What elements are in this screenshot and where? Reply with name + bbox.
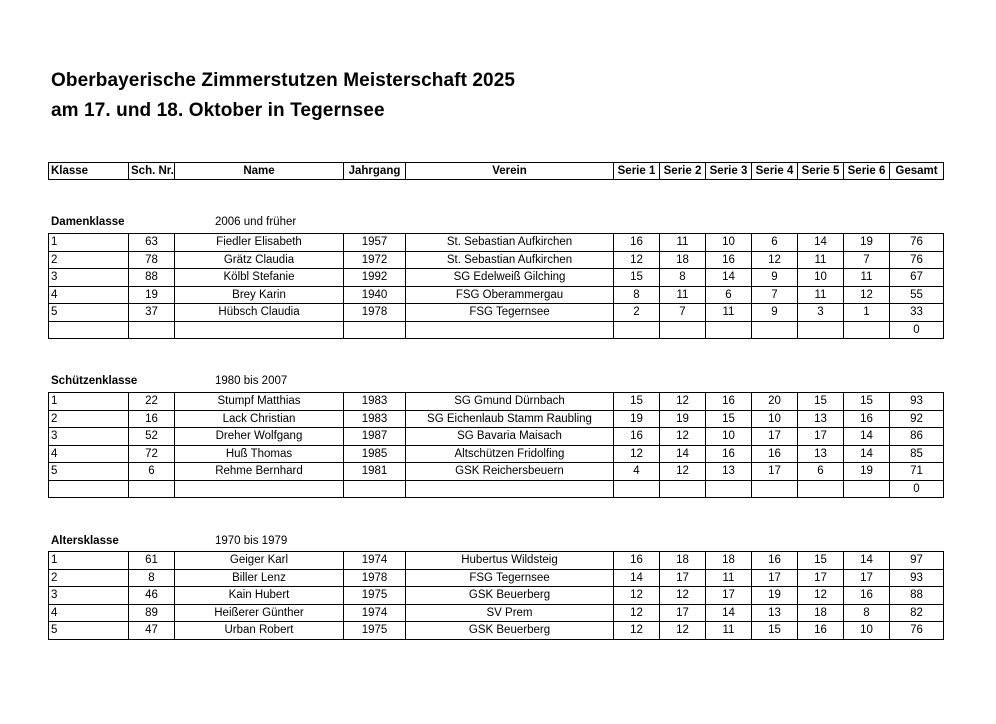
total-cell: 55 [890, 286, 944, 304]
series-6-cell: 7 [844, 251, 890, 269]
shooter-number-cell: 8 [129, 569, 175, 587]
shooter-number-cell: 72 [129, 445, 175, 463]
name-cell: Grätz Claudia [175, 251, 344, 269]
series-5-cell: 17 [798, 569, 844, 587]
name-cell: Stumpf Matthias [175, 393, 344, 411]
table-row [49, 286, 944, 304]
total-cell: 85 [890, 445, 944, 463]
club-cell: SG Bavaria Maisach [406, 428, 614, 446]
series-3-cell: 15 [706, 410, 752, 428]
series-4-cell: 12 [752, 251, 798, 269]
name-cell: Hübsch Claudia [175, 304, 344, 322]
series-4-cell: 9 [752, 304, 798, 322]
series-2-cell [660, 321, 706, 339]
rank-cell: 5 [49, 463, 129, 481]
rank-cell: 3 [49, 587, 129, 605]
shooter-number-cell: 63 [129, 234, 175, 252]
series-5-cell [798, 480, 844, 498]
club-cell: FSG Tegernsee [406, 304, 614, 322]
series-2-cell: 17 [660, 604, 706, 622]
series-4-cell: 9 [752, 269, 798, 287]
club-cell: SG Edelweiß Gilching [406, 269, 614, 287]
series-4-cell: 17 [752, 569, 798, 587]
series-5-cell: 17 [798, 428, 844, 446]
rank-cell: 3 [49, 269, 129, 287]
series-3-cell: 18 [706, 552, 752, 570]
series-2-cell: 14 [660, 445, 706, 463]
table-row [49, 463, 944, 481]
series-6-cell: 14 [844, 445, 890, 463]
club-cell: St. Sebastian Aufkirchen [406, 234, 614, 252]
name-cell: Fiedler Elisabeth [175, 234, 344, 252]
series-4-cell: 19 [752, 587, 798, 605]
birth-year-cell: 1978 [344, 569, 406, 587]
name-cell: Brey Karin [175, 286, 344, 304]
series-3-cell: 13 [706, 463, 752, 481]
series-3-cell: 11 [706, 304, 752, 322]
series-6-cell: 16 [844, 410, 890, 428]
total-cell: 93 [890, 569, 944, 587]
series-5-cell: 15 [798, 393, 844, 411]
shooter-number-cell: 88 [129, 269, 175, 287]
club-cell: FSG Oberammergau [406, 286, 614, 304]
series-3-cell: 6 [706, 286, 752, 304]
club-cell: SV Prem [406, 604, 614, 622]
shooter-number-cell: 47 [129, 622, 175, 640]
shooter-number-cell: 78 [129, 251, 175, 269]
rank-cell: 4 [49, 286, 129, 304]
birth-year-cell: 1974 [344, 604, 406, 622]
series-2-cell: 18 [660, 552, 706, 570]
series-6-cell: 8 [844, 604, 890, 622]
name-cell: Dreher Wolfgang [175, 428, 344, 446]
table-row [49, 234, 944, 252]
series-1-cell: 8 [614, 286, 660, 304]
series-5-cell: 14 [798, 234, 844, 252]
birth-year-cell: 1987 [344, 428, 406, 446]
section-year-range: 1980 bis 2007 [215, 375, 288, 387]
birth-year-cell: 1981 [344, 463, 406, 481]
series-2-cell: 19 [660, 410, 706, 428]
club-cell: SG Gmund Dürnbach [406, 393, 614, 411]
birth-year-cell: 1983 [344, 410, 406, 428]
birth-year-cell: 1985 [344, 445, 406, 463]
column-header: Serie 3 [706, 163, 752, 180]
column-header: Jahrgang [344, 163, 406, 180]
series-5-cell [798, 321, 844, 339]
total-cell: 33 [890, 304, 944, 322]
series-3-cell: 14 [706, 269, 752, 287]
series-3-cell: 11 [706, 569, 752, 587]
club-cell: GSK Beuerberg [406, 622, 614, 640]
birth-year-cell [344, 321, 406, 339]
total-cell: 67 [890, 269, 944, 287]
column-header: Serie 4 [752, 163, 798, 180]
series-6-cell: 1 [844, 304, 890, 322]
series-5-cell: 18 [798, 604, 844, 622]
name-cell: Huß Thomas [175, 445, 344, 463]
birth-year-cell: 1972 [344, 251, 406, 269]
table-row [49, 622, 944, 640]
series-6-cell: 19 [844, 234, 890, 252]
total-cell: 88 [890, 587, 944, 605]
shooter-number-cell: 46 [129, 587, 175, 605]
name-cell: Heißerer Günther [175, 604, 344, 622]
name-cell: Kain Hubert [175, 587, 344, 605]
total-cell: 76 [890, 622, 944, 640]
shooter-number-cell: 89 [129, 604, 175, 622]
shooter-number-cell [129, 480, 175, 498]
series-1-cell: 2 [614, 304, 660, 322]
series-2-cell: 7 [660, 304, 706, 322]
series-5-cell: 3 [798, 304, 844, 322]
series-1-cell: 4 [614, 463, 660, 481]
name-cell: Urban Robert [175, 622, 344, 640]
section-class-label: Damenklasse [51, 216, 125, 228]
total-cell: 76 [890, 251, 944, 269]
series-3-cell [706, 480, 752, 498]
series-1-cell [614, 480, 660, 498]
series-6-cell [844, 321, 890, 339]
name-cell: Biller Lenz [175, 569, 344, 587]
club-cell: GSK Beuerberg [406, 587, 614, 605]
total-cell: 82 [890, 604, 944, 622]
series-1-cell: 15 [614, 269, 660, 287]
club-cell [406, 480, 614, 498]
table-row [49, 480, 944, 498]
series-4-cell [752, 480, 798, 498]
series-6-cell: 11 [844, 269, 890, 287]
club-cell: FSG Tegernsee [406, 569, 614, 587]
table-row [49, 393, 944, 411]
column-header-table [48, 162, 944, 180]
rank-cell: 4 [49, 604, 129, 622]
total-cell: 92 [890, 410, 944, 428]
series-6-cell: 19 [844, 463, 890, 481]
name-cell [175, 480, 344, 498]
series-4-cell: 16 [752, 445, 798, 463]
rank-cell: 4 [49, 445, 129, 463]
series-1-cell: 12 [614, 251, 660, 269]
birth-year-cell: 1974 [344, 552, 406, 570]
name-cell: Kölbl Stefanie [175, 269, 344, 287]
series-6-cell: 12 [844, 286, 890, 304]
series-5-cell: 15 [798, 552, 844, 570]
series-1-cell: 19 [614, 410, 660, 428]
series-3-cell: 10 [706, 234, 752, 252]
table-row [49, 428, 944, 446]
results-table [48, 551, 944, 640]
series-1-cell: 12 [614, 587, 660, 605]
series-4-cell: 16 [752, 552, 798, 570]
series-3-cell [706, 321, 752, 339]
series-4-cell: 20 [752, 393, 798, 411]
results-table [48, 233, 944, 339]
document-title: Oberbayerische Zimmerstutzen Meisterschaft 2025 [51, 70, 516, 91]
rank-cell [49, 480, 129, 498]
series-2-cell: 12 [660, 428, 706, 446]
series-4-cell [752, 321, 798, 339]
series-2-cell: 12 [660, 587, 706, 605]
name-cell: Geiger Karl [175, 552, 344, 570]
series-4-cell: 10 [752, 410, 798, 428]
birth-year-cell: 1957 [344, 234, 406, 252]
shooter-number-cell: 6 [129, 463, 175, 481]
series-5-cell: 13 [798, 445, 844, 463]
series-2-cell: 17 [660, 569, 706, 587]
rank-cell: 1 [49, 393, 129, 411]
rank-cell: 2 [49, 410, 129, 428]
club-cell: St. Sebastian Aufkirchen [406, 251, 614, 269]
series-6-cell: 10 [844, 622, 890, 640]
table-row [49, 251, 944, 269]
column-header: Serie 6 [844, 163, 890, 180]
column-header: Serie 1 [614, 163, 660, 180]
section-name [51, 535, 119, 547]
results-table [48, 392, 944, 498]
table-row [49, 445, 944, 463]
name-cell [175, 321, 344, 339]
club-cell: GSK Reichersbeuern [406, 463, 614, 481]
series-3-cell: 16 [706, 445, 752, 463]
series-2-cell [660, 480, 706, 498]
series-6-cell: 14 [844, 552, 890, 570]
section-class-label: Altersklasse [51, 535, 119, 547]
birth-year-cell: 1975 [344, 587, 406, 605]
club-cell [406, 321, 614, 339]
series-4-cell: 6 [752, 234, 798, 252]
series-2-cell: 12 [660, 622, 706, 640]
series-2-cell: 12 [660, 393, 706, 411]
club-cell: Hubertus Wildsteig [406, 552, 614, 570]
total-cell: 0 [890, 480, 944, 498]
series-4-cell: 7 [752, 286, 798, 304]
series-4-cell: 17 [752, 428, 798, 446]
series-1-cell: 12 [614, 622, 660, 640]
series-5-cell: 12 [798, 587, 844, 605]
table-row [49, 587, 944, 605]
series-1-cell: 16 [614, 552, 660, 570]
birth-year-cell: 1983 [344, 393, 406, 411]
rank-cell: 1 [49, 234, 129, 252]
series-5-cell: 11 [798, 251, 844, 269]
total-cell: 71 [890, 463, 944, 481]
series-2-cell: 8 [660, 269, 706, 287]
series-6-cell: 15 [844, 393, 890, 411]
rank-cell [49, 321, 129, 339]
table-row [49, 304, 944, 322]
birth-year-cell: 1940 [344, 286, 406, 304]
column-header: Serie 5 [798, 163, 844, 180]
series-4-cell: 17 [752, 463, 798, 481]
column-header: Sch. Nr. [129, 163, 175, 180]
section-name [51, 216, 125, 228]
series-5-cell: 6 [798, 463, 844, 481]
shooter-number-cell: 61 [129, 552, 175, 570]
column-header: Klasse [49, 163, 129, 180]
total-cell: 76 [890, 234, 944, 252]
rank-cell: 3 [49, 428, 129, 446]
series-3-cell: 10 [706, 428, 752, 446]
rank-cell: 1 [49, 552, 129, 570]
total-cell: 93 [890, 393, 944, 411]
column-header: Gesamt [890, 163, 944, 180]
series-5-cell: 10 [798, 269, 844, 287]
series-1-cell: 16 [614, 428, 660, 446]
total-cell: 0 [890, 321, 944, 339]
column-header: Serie 2 [660, 163, 706, 180]
section-year-range: 2006 und früher [215, 216, 297, 228]
birth-year-cell: 1978 [344, 304, 406, 322]
total-cell: 86 [890, 428, 944, 446]
table-row [49, 410, 944, 428]
column-header: Verein [406, 163, 614, 180]
shooter-number-cell: 19 [129, 286, 175, 304]
series-3-cell: 16 [706, 251, 752, 269]
series-5-cell: 11 [798, 286, 844, 304]
series-1-cell: 15 [614, 393, 660, 411]
series-1-cell: 14 [614, 569, 660, 587]
table-row [49, 269, 944, 287]
header-row [49, 163, 944, 180]
series-2-cell: 11 [660, 286, 706, 304]
series-4-cell: 15 [752, 622, 798, 640]
name-cell: Rehme Bernhard [175, 463, 344, 481]
series-4-cell: 13 [752, 604, 798, 622]
birth-year-cell: 1975 [344, 622, 406, 640]
series-3-cell: 14 [706, 604, 752, 622]
shooter-number-cell: 22 [129, 393, 175, 411]
section-name [51, 375, 137, 387]
series-1-cell: 16 [614, 234, 660, 252]
series-6-cell: 14 [844, 428, 890, 446]
shooter-number-cell: 52 [129, 428, 175, 446]
shooter-number-cell: 37 [129, 304, 175, 322]
rank-cell: 2 [49, 251, 129, 269]
series-2-cell: 12 [660, 463, 706, 481]
shooter-number-cell [129, 321, 175, 339]
birth-year-cell: 1992 [344, 269, 406, 287]
document-subtitle: am 17. und 18. Oktober in Tegernsee [51, 100, 385, 121]
section-year-range: 1970 bis 1979 [215, 535, 288, 547]
birth-year-cell [344, 480, 406, 498]
series-3-cell: 11 [706, 622, 752, 640]
section-class-label: Schützenklasse [51, 375, 138, 387]
series-3-cell: 17 [706, 587, 752, 605]
series-2-cell: 18 [660, 251, 706, 269]
rank-cell: 5 [49, 622, 129, 640]
club-cell: Altschützen Fridolfing [406, 445, 614, 463]
column-header: Name [175, 163, 344, 180]
name-cell: Lack Christian [175, 410, 344, 428]
table-row [49, 321, 944, 339]
table-row [49, 604, 944, 622]
series-6-cell [844, 480, 890, 498]
series-2-cell: 11 [660, 234, 706, 252]
series-1-cell: 12 [614, 604, 660, 622]
series-3-cell: 16 [706, 393, 752, 411]
rank-cell: 2 [49, 569, 129, 587]
series-5-cell: 13 [798, 410, 844, 428]
series-5-cell: 16 [798, 622, 844, 640]
shooter-number-cell: 16 [129, 410, 175, 428]
series-1-cell [614, 321, 660, 339]
table-row [49, 569, 944, 587]
series-6-cell: 16 [844, 587, 890, 605]
club-cell: SG Eichenlaub Stamm Raubling [406, 410, 614, 428]
series-6-cell: 17 [844, 569, 890, 587]
series-1-cell: 12 [614, 445, 660, 463]
table-row [49, 552, 944, 570]
rank-cell: 5 [49, 304, 129, 322]
total-cell: 97 [890, 552, 944, 570]
